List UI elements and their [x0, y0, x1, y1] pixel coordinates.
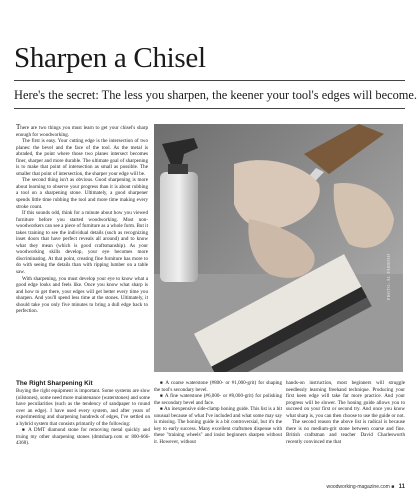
section-heading: The Right Sharpening Kit: [16, 380, 93, 387]
body-paragraph: With sharpening, you must develop your eye to know what a good edge looks and feels like. Once you know what sharp is and how to get there, your edges will get better every time you sharpen. And you'll spend less time at the stones. Ultimately, it should take you only five minutes to bring a dull edge back to perfection.: [16, 275, 148, 315]
bullet-icon: ■: [160, 380, 166, 385]
list-item-text: A coarse waterstone (#800- or #1,000-grit) for shaping the tool's secondary bevel.: [154, 380, 283, 393]
subtitle-rule: [14, 108, 405, 109]
article-subtitle: Here's the secret: The less you sharpen, the keener your tool's edges will become.: [14, 88, 418, 102]
sharpening-photo: [154, 124, 403, 372]
body-paragraph: Buying the right equipment is important. Some systems are slow (oilstones), some need more maintenance (waterstones) and some have peculiarities (such as the tendency of sandpaper to round over an edge). I have used every system, and after years of experimenting and sharpening hundreds of edges, I've settled on a hybrid system that consists primarily of the following:: [16, 388, 150, 427]
body-paragraph: The first is easy. Your cutting edge is the intersection of two planes: the bevel and the face of the tool. As the metal is abraded, the point where those two planes intersect becomes finer, sharper and more durable. The ultimate goal of sharpening is to make that point of intersection as small as possible. The smaller that point of intersection, the sharper your edge will be.: [16, 138, 148, 177]
kit-column-3: [286, 380, 405, 445]
list-item-text: A DMT diamond stone for removing metal quickly and truing my other sharpening stones (dmtsharp.com or 800-666-4368).: [16, 427, 150, 447]
body-paragraph: If this sounds odd, think for a minute about how you viewed furniture before you started woodworking. Most non-woodworkers can see a piece of furniture as a whole form. But it takes training to see the individual details (such as recognizing inset doors that have perfect reveals all around) and to know what they mean (which is good craftsmanship). As your woodworking skills develop, your eye becomes more discriminating. At that point, creating fine furniture has more to do with seeing the details than with ripping lumber on a table saw.: [16, 210, 148, 276]
kit-column-1: [16, 388, 150, 447]
title-rule: [14, 80, 405, 81]
body-paragraph: The second reason the above list is radical is because there is no medium-grit stone between coarse and fine. British craftsman and teacher David Charlesworth recently convinced me that: [286, 419, 405, 445]
intro-column: [16, 124, 148, 315]
footer-site: woodworking-magazine.com: [326, 484, 390, 490]
body-paragraph: hands-on instruction, most beginners will struggle needlessly learning freehand technique. Producing your first keen edge will take far more practice. And your progress will be slower. The honing guide allows you to succeed on your first or second try. And once you know what sharp is, you can then choose to use the guide or not.: [286, 380, 405, 419]
page-footer: [326, 484, 405, 490]
list-item: [16, 427, 150, 447]
page-number: 11: [398, 484, 405, 490]
footer-separator: ■: [391, 484, 395, 490]
bullet-icon: ■: [160, 406, 164, 412]
bullet-icon: ■: [22, 427, 29, 433]
body-paragraph: There are two things you must learn to get your chisel's sharp enough for woodworking.: [16, 123, 148, 138]
body-paragraph: The second thing isn't as obvious. Good sharpening is more about learning to observe your progress than it is about rubbing a tool on a sharpening stone. Ultimately, a good sharpener spends little time rubbing the tool and more time making every stroke count.: [16, 177, 148, 210]
bullet-icon: ■: [160, 393, 165, 399]
list-item-text: An inexpensive side-clamp honing guide. This list is a bit unusual because of what I've included and what some may say is missing. The honing guide is a bit controversial, but it's the key to early success. Many excellent craftsmen dispense with these "training wheels" and insist beginners sharpen without it. However, without: [154, 406, 282, 445]
list-item: [154, 406, 282, 445]
list-item: [154, 380, 282, 393]
list-item: [154, 393, 282, 406]
photo-credit: PHOTO: AL PARRISH: [386, 253, 391, 300]
kit-column-2: [154, 380, 282, 445]
article-title: Sharpen a Chisel: [14, 42, 206, 74]
list-item-text: A fine waterstone (#6,000- or #8,000-grit) for polishing the secondary bevel and face.: [154, 393, 282, 406]
sharpening-illustration: [154, 124, 403, 372]
